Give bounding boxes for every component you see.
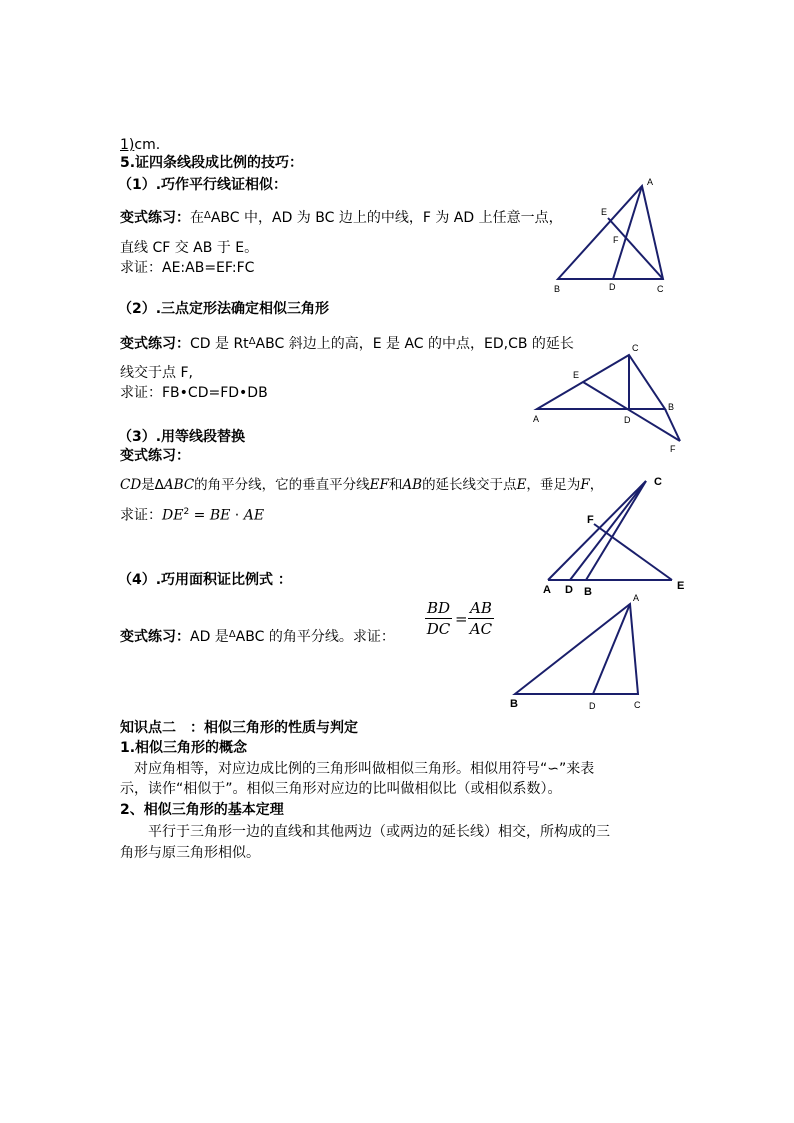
s3-proof-eq: = xyxy=(189,507,210,524)
fig4-triangle xyxy=(515,604,638,694)
s3-proof-dot: · xyxy=(230,507,244,524)
s3-it1: CD xyxy=(120,477,142,493)
s4-title: （4）.巧用面积证比例式 ： xyxy=(118,572,292,588)
triangle-symbol: Δ xyxy=(248,336,256,347)
kp2-2-para-line1: 平行于三角形一边的直线和其他两边（或两边的延长线）相交，所构成的三 xyxy=(120,824,610,840)
fig3-label-c: C xyxy=(654,476,662,488)
section5-title: 5.证四条线段成比例的技巧： xyxy=(120,155,304,171)
fig1-label-b: B xyxy=(554,284,561,294)
s1-proof: 求证：AE:AB=EF:FC xyxy=(120,260,255,276)
fraction-equals: = xyxy=(455,610,468,628)
frac-r-num: AB xyxy=(470,599,492,617)
s2-proof: 求证：FB•CD=FD•DB xyxy=(120,385,268,401)
s1-ex-line2: 直线 CF 交 AB 于 E。 xyxy=(120,240,259,256)
fig3-label-a: A xyxy=(543,584,551,596)
s3-it5: E xyxy=(516,477,527,493)
frac-l-num: BD xyxy=(427,599,451,617)
kp2-2-title: 2、相似三角形的基本定理 xyxy=(120,802,284,818)
s1-ex-label: 变式练习： xyxy=(120,210,190,226)
s4-ex-a: AD 是 xyxy=(190,629,229,645)
s4-ex-label: 变式练习： xyxy=(120,629,190,645)
s3-proof-be: BE xyxy=(209,507,231,524)
fig1-label-d: D xyxy=(609,282,616,292)
fig3-label-b: B xyxy=(584,586,592,598)
frac-r-den: AC xyxy=(469,620,493,638)
fig2-label-b: B xyxy=(668,402,675,412)
kp2-1-title: 1.相似三角形的概念 xyxy=(120,740,248,756)
fig3-label-d: D xyxy=(565,584,573,596)
s3-t4: 的延长线交于点 xyxy=(422,477,517,493)
kp2-1-para-line2: 示，读作“相似于”。相似三角形对应边的比叫做相似比（或相似系数）。 xyxy=(120,781,562,797)
unit-suffix: cm. xyxy=(134,137,161,153)
fig4-label-c: C xyxy=(634,700,641,710)
s3-t6: ， xyxy=(589,477,604,493)
s2-ex-a: CD 是 Rt xyxy=(190,336,249,352)
s2-ex-line2: 线交于点 F, xyxy=(120,365,193,381)
s3-title: （3）.用等线段替换 xyxy=(118,429,246,445)
triangle-symbol: Δ xyxy=(228,629,236,640)
s2-title: （2）.三点定形法确定相似三角形 xyxy=(118,301,330,317)
s3-t3: 和 xyxy=(388,477,403,493)
s2-ex-b: ABC 斜边上的高，E 是 AC 的中点，ED,CB 的延长 xyxy=(255,336,574,352)
s3-it4: AB xyxy=(402,477,423,493)
s3-it6: F xyxy=(580,477,590,493)
s1-ex-a: 在 xyxy=(190,210,204,226)
fig2-label-a: A xyxy=(533,414,540,424)
s3-t5: ，垂足为 xyxy=(526,477,581,493)
s3-proof-ae: AE xyxy=(243,507,265,524)
s1-title: （1）.巧作平行线证相似： xyxy=(118,177,288,193)
fig1-label-c: C xyxy=(657,284,664,294)
s3-proof-sup: 2 xyxy=(183,507,190,517)
fig1-label-f: F xyxy=(613,235,619,245)
unit-prefix: 1) xyxy=(120,137,135,153)
s3-t1: 是Δ xyxy=(141,477,164,493)
s2-ex-label: 变式练习： xyxy=(120,336,190,352)
kp2-1-para-line1: 对应角相等，对应边成比例的三角形叫做相似三角形。相似用符号“∽”来表 xyxy=(120,761,595,777)
triangle-symbol: Δ xyxy=(204,210,211,221)
frac-l-den: DC xyxy=(426,620,451,638)
s3-it3: EF xyxy=(369,477,389,493)
fig1-label-a: A xyxy=(647,177,654,187)
fig4-label-b: B xyxy=(510,698,518,710)
s3-proof-label: 求证： xyxy=(120,507,162,524)
kp2-title: 知识点二 ：相似三角形的性质与判定 xyxy=(120,720,358,736)
fig2-label-d: D xyxy=(624,415,631,425)
kp2-2-para-line2: 角形与原三角形相似。 xyxy=(120,845,260,861)
fig4-label-d: D xyxy=(589,701,596,711)
fig3-label-e: E xyxy=(677,580,685,592)
fig3-label-f: F xyxy=(587,514,594,526)
s3-proof-de: DE xyxy=(162,507,184,524)
fig2-label-e: E xyxy=(573,370,580,380)
fig2-label-f: F xyxy=(670,444,676,454)
fig1-label-e: E xyxy=(601,207,608,217)
s1-ex-b: ABC 中，AD 为 BC 边上的中线，F 为 AD 上任意一点， xyxy=(210,210,563,226)
fig4-label-a: A xyxy=(633,593,640,603)
s3-ex-label: 变式练习： xyxy=(120,448,190,464)
s3-t2: 的角平分线，它的垂直平分线 xyxy=(194,477,370,493)
fig2-label-c: C xyxy=(632,343,639,353)
s4-ex-b: ABC 的角平分线。求证： xyxy=(235,629,395,645)
s3-it2: ABC xyxy=(163,477,195,493)
